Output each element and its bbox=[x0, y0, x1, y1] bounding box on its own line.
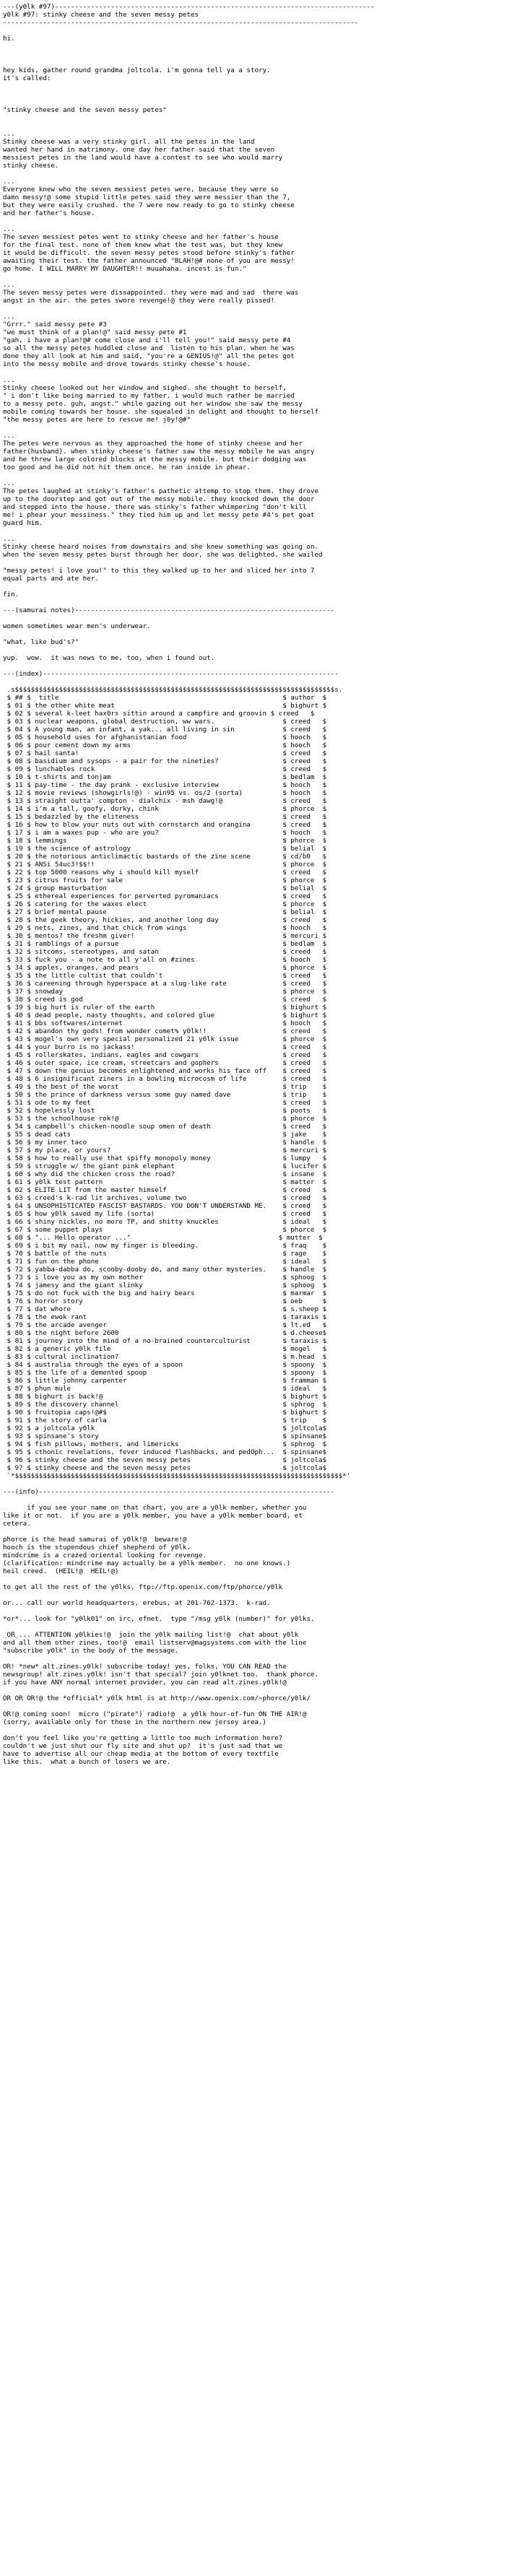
text-line: $ 79 $ the arcade avenger $ lt.ed $ bbox=[3, 1321, 327, 1329]
text-line bbox=[3, 559, 520, 567]
text-line bbox=[3, 1607, 520, 1615]
text-line: $ 03 $ nuclear weapons, global destruction, ww wars. $ creed $ bbox=[3, 718, 327, 726]
text-line: stinky cheese. bbox=[3, 162, 59, 170]
text-line: $ 22 $ top 5000 reasons why i should kill myself $ creed $ bbox=[3, 869, 327, 876]
text-line: yup. wow. it was news to me, too, when i found out. bbox=[3, 654, 215, 662]
text-line: "messy petes! i love you!" to this they walked up to her and sliced her into 7 bbox=[3, 567, 315, 575]
text-line bbox=[3, 614, 520, 622]
text-line: $ 72 $ yabba-dabba do, scooby-dooby do, and many other mysteries. $ handle $ bbox=[3, 1266, 327, 1274]
text-line: $ 34 $ apples, oranges, and pears $ phorce $ bbox=[3, 964, 327, 972]
text-line: $ 74 $ jamesy and the giant slinky $ sphoog $ bbox=[3, 1282, 327, 1289]
text-line: $ 42 $ abandon thy gods! from wonder comet% y0lk!! $ creed $ bbox=[3, 1027, 327, 1035]
text-line bbox=[3, 1480, 520, 1488]
text-line: guard him. bbox=[3, 519, 43, 527]
text-line: $ 06 $ pour cement down my arms $ hooch $ bbox=[3, 741, 327, 749]
text-line: $ 48 $ 6 insignificant ziners in a bowling microcosm of life $ creed $ bbox=[3, 1075, 327, 1083]
text-line: $ 20 $ the notorious anticlimactic bastards of the zine scene $ cd/b0 $ bbox=[3, 853, 327, 861]
text-line: $ 47 $ down the genius becomes enlightened and works his face off $ creed $ bbox=[3, 1067, 327, 1075]
text-line bbox=[3, 368, 520, 376]
text-line: Everyone knew who the seven messiest petes were, because they were so bbox=[3, 186, 279, 193]
text-line: $ 80 $ the night before 2600 $ d.cheese$ bbox=[3, 1329, 327, 1337]
text-line: "the messy petes are here to rescue me! j0y!@#" bbox=[3, 416, 191, 424]
text-line: heil creed. (HEIL!@ HEIL!@) bbox=[3, 1567, 119, 1575]
text-line bbox=[3, 58, 520, 66]
text-line: couldn't we just shut our fly site and shut up? it's just sad that we bbox=[3, 1742, 283, 1750]
text-line: $ 13 $ straight outta' compton - dialchix - msh dawg!@ $ creed $ bbox=[3, 797, 327, 805]
text-line: ... bbox=[3, 313, 15, 321]
text-line: ----------------------------------------------------------------------------------------- bbox=[3, 19, 359, 27]
text-line: $ 67 $ some puppet plays $ phorce $ bbox=[3, 1226, 327, 1234]
text-line: $ 62 $ ELITE LIT from the master himself $ creed $ bbox=[3, 1186, 327, 1194]
text-line: $ 53 $ the schoolhouse rok!@ $ phorce $ bbox=[3, 1115, 327, 1123]
text-line: The seven messy petes were dissappointed. they were mad and sad there was bbox=[3, 289, 299, 297]
text-line: it's called: bbox=[3, 74, 51, 82]
text-line: $ 09 $ lunchables rock $ creed $ bbox=[3, 765, 327, 773]
text-line bbox=[3, 90, 520, 98]
text-line: angst in the air. the petes swore revenge!@ they were really pissed! bbox=[3, 297, 275, 305]
text-line bbox=[3, 1528, 520, 1536]
text-line: $ 87 $ phun mule $ ideal $ bbox=[3, 1385, 327, 1393]
text-line: if you have ANY normal internet provider, you can read alt.zines.y0lk!@ bbox=[3, 1679, 287, 1687]
text-line: $ 23 $ citrus fruits for sale $ phorce $ bbox=[3, 876, 327, 884]
text-line: $ 56 $ my inner taco $ handle $ bbox=[3, 1139, 327, 1146]
text-line bbox=[3, 1687, 520, 1694]
text-line: $ 92 $ a joltcola y0lk $ joltcola$ bbox=[3, 1424, 327, 1432]
text-line bbox=[3, 424, 520, 432]
text-line: go home. I WILL MARRY MY DAUGHTER!! muuahaha. incest is fun." bbox=[3, 265, 247, 273]
text-line: $ 94 $ fish pillows, mothers, and limericks $ sphrog $ bbox=[3, 1440, 327, 1448]
text-line: $ 05 $ household uses for afghanistanian food $ hooch $ bbox=[3, 734, 327, 741]
text-line: $ 66 $ shiny nickles, no more TP, and shitty knuckles $ ideal $ bbox=[3, 1218, 327, 1226]
text-line: $ 19 $ the science of astrology $ belial $ bbox=[3, 845, 327, 853]
text-line bbox=[3, 1591, 520, 1599]
text-line: mobile coming towards her house. she squealed in delight and thought to herself bbox=[3, 408, 318, 416]
text-line bbox=[3, 527, 520, 535]
text-line: wanted her hand in matrimony. one day her father said that the seven bbox=[3, 146, 275, 154]
text-line: if you see your name on that chart, you are a y0lk member, whether you bbox=[3, 1504, 307, 1512]
text-line: hey kids, gather round grandma joltcola. i'm gonna tell ya a story. bbox=[3, 66, 271, 74]
text-line: $ 35 $ the little cultist that couldn't $ creed $ bbox=[3, 972, 327, 980]
text-line: $ 95 $ cthonic revelations, fever induced flashbacks, and pedOph... $ spinsane$ bbox=[3, 1448, 327, 1456]
text-line bbox=[3, 305, 520, 313]
text-line: $ 33 $ fuck you - a note to all y'all on #zines $ hooch $ bbox=[3, 956, 327, 964]
text-line: $ 27 $ brief mental pause $ belial $ bbox=[3, 908, 327, 916]
text-line bbox=[3, 98, 520, 106]
text-line: $ ## $ title $ author $ bbox=[3, 694, 327, 702]
text-line: ... bbox=[3, 479, 15, 487]
text-line: y0lk #97: stinky cheese and the seven messy petes bbox=[3, 11, 199, 19]
text-line bbox=[3, 82, 520, 90]
text-line: Stinky cheese heard noises from downstairs and she knew something was going on. bbox=[3, 543, 318, 551]
text-line: "we must think of a plan!@" said messy pete #1 bbox=[3, 328, 187, 336]
text-line: $ 63 $ creed's k-rad lit archives, volume two $ creed $ bbox=[3, 1194, 327, 1202]
text-line: fin. bbox=[3, 591, 20, 599]
text-line: $ 24 $ group masturbation $ belial $ bbox=[3, 884, 327, 892]
text-line: $ 02 $ several k-leet hax0rs sittin around a campfire and groovin $ creed $ bbox=[3, 710, 315, 718]
text-line: (sorry, available only for those in the northern new jersey area.) bbox=[3, 1718, 267, 1726]
text-line: don't you feel like you're getting a little too much information here? bbox=[3, 1734, 283, 1742]
text-line: equal parts and ate her. bbox=[3, 575, 99, 583]
text-line: $ 78 $ the ewok rant $ taraxis $ bbox=[3, 1313, 327, 1321]
text-line: $ 26 $ catering for the waxes elect $ phorce $ bbox=[3, 900, 327, 908]
text-line: awaiting their test. the father announced "BLAH!@# none of you are messy! bbox=[3, 257, 295, 265]
text-line: $ 49 $ the best of the worst $ trip $ bbox=[3, 1083, 327, 1091]
text-line bbox=[3, 630, 520, 638]
text-line: $ 90 $ fruitopia caps!@#$ $ bighurt $ bbox=[3, 1409, 327, 1417]
text-line bbox=[3, 662, 520, 670]
text-line: $ 41 $ bbs softwares/internet $ hooch $ bbox=[3, 1019, 327, 1027]
text-line: $ 30 $ mentos? the freshm giver! $ mercuri $ bbox=[3, 932, 327, 940]
text-line: or... call our world headquarters, erebus, at 201-762-1373. k-rad. bbox=[3, 1599, 271, 1607]
text-line: and all them other zines, too!@ email listserv@magsystems.com with the line bbox=[3, 1639, 307, 1647]
text-line: " i don't like being married to my father. i would much rather be married bbox=[3, 392, 295, 400]
text-line: .s$$$$$$$$$$$$$$$$$$$$$$$$$$$$$$$$$$$$$$$$$$$$$$$$$$$$$$$$$$$$$$$$$$$$$$$$$$$$$$$$s. bbox=[3, 686, 343, 694]
text-line bbox=[3, 1623, 520, 1631]
text-line: like it or not. if you are a y0lk member, you have a y0lk member board, et bbox=[3, 1512, 303, 1520]
text-line: $ 97 $ stinky cheese and the seven messy petes $ joltcola$ bbox=[3, 1464, 327, 1472]
text-line: Stinky cheese was a very stinky girl. all the petes in the land bbox=[3, 138, 255, 146]
text-line: $ 61 $ y0lk test pattern $ matter $ bbox=[3, 1178, 327, 1186]
text-line: $ 77 $ dat whore $ s.sheep $ bbox=[3, 1305, 327, 1313]
text-line bbox=[3, 114, 520, 122]
text-line: mindcrime is a crazed oriental looking for revenge. bbox=[3, 1552, 207, 1559]
text-line: hi. bbox=[3, 35, 15, 43]
text-line: $ 12 $ movie reviews (showgirls!@) - win95 vs. os/2 (sorta) $ hooch $ bbox=[3, 789, 327, 797]
text-line: $ 89 $ the discovery channel $ sphrog $ bbox=[3, 1401, 327, 1409]
text-line: $ 45 $ rollerskates, indians, eagles and cowgars $ creed $ bbox=[3, 1051, 327, 1059]
text-line: $ 38 $ creed is god $ creed $ bbox=[3, 996, 327, 1004]
text-line: $ 51 $ ode to my feet $ creed $ bbox=[3, 1099, 327, 1107]
text-line: The petes were nervous as they approached the home of stinky cheese and her bbox=[3, 440, 303, 448]
text-line: $ 44 $ your burro is no jackass! $ creed $ bbox=[3, 1043, 327, 1051]
text-line: The seven messiest petes went to stinky cheese and her father's house bbox=[3, 233, 279, 241]
text-line: $ 21 $ ANSi 54uc3!$$!! $ phorce $ bbox=[3, 861, 327, 869]
text-line: have to advertise all our cheap media at the bottom of every textfile bbox=[3, 1750, 279, 1758]
text-line: women sometimes wear men's underwear. bbox=[3, 622, 151, 630]
text-line: up to the doorstep and got out of the messy mobile. they knocked down the door bbox=[3, 495, 315, 503]
text-line: ... bbox=[3, 376, 15, 384]
text-line: $ 75 $ do not fuck with the big and hairy bears $ marmar $ bbox=[3, 1289, 327, 1297]
text-line: ---(samurai notes)----------------------------------------------------------------- bbox=[3, 606, 335, 614]
text-line: OR OR OR!@ the *official* y0lk html is at http://www.openix.com/~phorce/y0lk/ bbox=[3, 1694, 311, 1702]
text-line: $ 65 $ how y0lk saved my life (sorta) $ creed $ bbox=[3, 1210, 327, 1218]
text-line: $ 91 $ the story of carla $ trip $ bbox=[3, 1417, 327, 1424]
text-line: ... bbox=[3, 130, 15, 138]
text-line: $ 08 $ basidium and sysops - a pair for the nineties? $ creed $ bbox=[3, 757, 327, 765]
text-line: cetera. bbox=[3, 1520, 31, 1528]
text-line: $ 86 $ little johnny carpenter $ framman $ bbox=[3, 1377, 327, 1385]
text-line: $ 82 $ a generic y0lk file $ mogel $ bbox=[3, 1345, 327, 1353]
text-line: $ 29 $ nets, zines, and that chick from wings $ hooch $ bbox=[3, 924, 327, 932]
text-line: newsgroup! alt.zines.y0lk! isn't that special? join y0lknet too. thank phorce. bbox=[3, 1671, 318, 1679]
text-line: *or*... look for "y0lk01" on irc, efnet. type "/msg y0lk (number)" for y0lks. bbox=[3, 1615, 315, 1623]
text-line bbox=[3, 27, 520, 35]
text-line: to get all the rest of the y0lks, ftp://ftp.openix.com/ftp/phorce/y0lk bbox=[3, 1583, 283, 1591]
text-line: $ 57 $ my place, or yours? $ mercuri $ bbox=[3, 1146, 327, 1154]
text-line: `*$$$$$$$$$$$$$$$$$$$$$$$$$$$$$$$$$$$$$$$$$$$$$$$$$$$$$$$$$$$$$$$$$$$$$$$$$$$$$$$$$$*' bbox=[3, 1472, 351, 1480]
text-line: $ 07 $ hail santa! $ creed $ bbox=[3, 749, 327, 757]
text-line: $ 37 $ snowday $ phorce $ bbox=[3, 988, 327, 996]
text-line: $ 54 $ campbell's chicken-noodle soup omen of death $ creed $ bbox=[3, 1123, 327, 1131]
text-line: $ 76 $ horror story $ oeb $ bbox=[3, 1297, 327, 1305]
text-line bbox=[3, 1655, 520, 1663]
text-line: hooch is the stupendous chief shepherd of y0lk. bbox=[3, 1544, 191, 1552]
text-line: $ 58 $ how to really use that spiffy monopoly money $ lumpy $ bbox=[3, 1154, 327, 1162]
text-line: messiest petes in the land would have a contest to see who would marry bbox=[3, 154, 283, 162]
text-line: too good and he did not hit them once. he ran inside in phear. bbox=[3, 464, 251, 471]
text-line: $ 84 $ australia through the eyes of a spoon $ spoony $ bbox=[3, 1361, 327, 1369]
text-line: to a messy pete. guh, angst." while gazing out her window she saw the messy bbox=[3, 400, 303, 408]
text-line: "Grrr." said messy pete #3 bbox=[3, 321, 107, 328]
text-line: "stinky cheese and the seven messy petes" bbox=[3, 106, 167, 114]
text-line bbox=[3, 646, 520, 654]
text-line bbox=[3, 1575, 520, 1583]
text-line: ... bbox=[3, 281, 15, 289]
text-line bbox=[3, 599, 520, 606]
text-line: "gah, i have a plan!@# come close and i'll tell you!" said messy pete #4 bbox=[3, 336, 291, 344]
text-line bbox=[3, 273, 520, 281]
text-line: $ 52 $ hopelessly lost $ poots $ bbox=[3, 1107, 327, 1115]
text-line bbox=[3, 43, 520, 51]
text-line: $ 10 $ t-shirts and tonjam $ bedlam $ bbox=[3, 773, 327, 781]
text-line: $ 17 $ i am a waxes pup - who are you? $ hooch $ bbox=[3, 829, 327, 837]
text-line: into the messy mobile and drove towards stinky cheese's house. bbox=[3, 360, 251, 368]
text-line: ---(y0lk #97)-------------------------------------------------------------------------------- bbox=[3, 3, 375, 11]
text-line: $ 46 $ outer space, ice cream, streetcars and gophers $ creed $ bbox=[3, 1059, 327, 1067]
text-line: Stinky cheese looked out her window and sighed. she thought to herself, bbox=[3, 384, 287, 392]
text-line: $ 18 $ lemmings $ phorce $ bbox=[3, 837, 327, 845]
text-line: ... bbox=[3, 225, 15, 233]
text-line: "subscribe y0lk" in the body of the message. bbox=[3, 1647, 179, 1655]
text-line: $ 28 $ the geek theory, hickies, and another long day $ creed $ bbox=[3, 916, 327, 924]
text-line: $ 83 $ cultural inclination? $ m.head $ bbox=[3, 1353, 327, 1361]
text-line: $ 68 $ "... Hello operator ..." $ mutter $ bbox=[3, 1234, 323, 1242]
text-line: like this. what a bunch of losers we are. bbox=[3, 1758, 171, 1766]
text-line: $ 85 $ the life of a demented spoop $ spoony $ bbox=[3, 1369, 327, 1377]
text-line: $ 96 $ stinky cheese and the seven messy petes $ joltcola$ bbox=[3, 1456, 327, 1464]
text-line: $ 04 $ A young man, an infant, a yak... all living in sin $ creed $ bbox=[3, 726, 327, 734]
text-line: (clarification: mindcrime may actually be a y0lk member. no one knows.) bbox=[3, 1559, 291, 1567]
text-line: it would be difficult. the seven messy petes stood before stinky's father bbox=[3, 249, 295, 257]
text-line bbox=[3, 1726, 520, 1734]
text-line: for the final test. none of them knew what the test was, but they knew bbox=[3, 241, 283, 249]
text-line: so all the messy petes huddled close and listen to his plan. when he was bbox=[3, 344, 295, 352]
text-line: ... bbox=[3, 535, 15, 543]
text-line: phorce is the head samurai of y0lk!@ beware!@ bbox=[3, 1536, 187, 1544]
text-line bbox=[3, 678, 520, 686]
text-line: and stepped into the house. there was stinky's father whimpering "don't kill bbox=[3, 503, 307, 511]
text-line bbox=[3, 1702, 520, 1710]
text-line: and he threw large colored blocks at the messy mobile. but their dodging was bbox=[3, 456, 307, 464]
text-line: me! i phear your messiness." they tied him up and let messy pete #4's pet goat bbox=[3, 511, 315, 519]
text-line bbox=[3, 471, 520, 479]
text-line: $ 16 $ how to blow your nuts out with cornstarch and orangina $ creed $ bbox=[3, 821, 327, 829]
text-line: $ 64 $ UNSOPHISTICATED FASCIST BASTARDS. YOU DON'T UNDERSTAND ME. $ creed $ bbox=[3, 1202, 327, 1210]
text-line: but they were easily crushed. the 7 were now ready to go to stinky cheese bbox=[3, 201, 295, 209]
text-line: $ 32 $ sitcoms, stereotypes, and satan $ creed $ bbox=[3, 948, 327, 956]
text-line: ---(index)-------------------------------------------------------------------------- bbox=[3, 670, 339, 678]
text-line: $ 55 $ dead cats $ jake $ bbox=[3, 1131, 327, 1139]
text-line: when the seven messy petes burst through her door, she was delighted. she wailed bbox=[3, 551, 323, 559]
text-line: $ 31 $ ramblings of a pursue $ bedlam $ bbox=[3, 940, 327, 948]
text-line: $ 01 $ the other white meat $ bighurt $ bbox=[3, 702, 327, 710]
text-line: $ 15 $ bedazzled by the eliteness $ creed $ bbox=[3, 813, 327, 821]
text-line: $ 40 $ dead people, nasty thoughts, and colored glue $ bighurt $ bbox=[3, 1011, 327, 1019]
text-line: ... bbox=[3, 432, 15, 440]
text-line: $ 39 $ big hurt is ruler of the earth $ bighurt $ bbox=[3, 1004, 327, 1011]
text-line: $ 81 $ journey into the mind of a no-brained counterculturist $ taraxis $ bbox=[3, 1337, 327, 1345]
text-line: OR! *new* alt.zines.y0lk! subscribe today! yes, folks, YOU CAN READ the bbox=[3, 1663, 287, 1671]
text-line: $ 50 $ the prince of darkness versus some guy named dave $ trip $ bbox=[3, 1091, 327, 1099]
text-line: $ 14 $ i'm a tall, goofy, dorky, chink $ phorce $ bbox=[3, 805, 327, 813]
text-line: and her father's house. bbox=[3, 209, 95, 217]
text-line: $ 43 $ mogel's own very special personalized 21 y0lk issue $ phorce $ bbox=[3, 1035, 327, 1043]
text-line: ---(info)-------------------------------------------------------------------------- bbox=[3, 1488, 335, 1496]
text-line: _OR_... ATTENTION y0lkies!@ join the y0lk mailing list!@ chat about y0lk bbox=[3, 1631, 299, 1639]
text-line: $ 70 $ battle of the nuts $ rage $ bbox=[3, 1250, 327, 1258]
text-line: "what, like bud's?" bbox=[3, 638, 79, 646]
text-line: $ 36 $ careening through hyperspace at a slug-like rate $ creed $ bbox=[3, 980, 327, 988]
text-line: ... bbox=[3, 178, 15, 186]
text-line bbox=[3, 217, 520, 225]
text-line: The petes laughed at stinky's father's pathetic attemp to stop them. they drove bbox=[3, 487, 318, 495]
text-line: $ 88 $ bighurt is back!@ $ bighurt $ bbox=[3, 1393, 327, 1401]
text-line: damn messy!@ some stupid little petes said they were messier than the 7, bbox=[3, 193, 291, 201]
text-line bbox=[3, 1496, 520, 1504]
text-line bbox=[3, 51, 520, 58]
text-line: $ 73 $ i love you as my own mother $ sphoog $ bbox=[3, 1274, 327, 1282]
text-line: $ 60 $ why did the chicken cross the road? $ insane $ bbox=[3, 1170, 327, 1178]
text-line bbox=[3, 170, 520, 178]
text-line bbox=[3, 583, 520, 591]
text-line: $ 59 $ struggle w/ the giant pink elephant $ lucifer $ bbox=[3, 1162, 327, 1170]
text-line: done they all look at him and said, "you're a GENIUS!@" all the petes got bbox=[3, 352, 295, 360]
text-line: OR!@ coming soon! micro ("pirate") radio!@ a y0lk hour-of-fun ON THE AIR!@ bbox=[3, 1710, 307, 1718]
text-line: $ 69 $ i bit my nail, now my finger is bleeding. $ fraq $ bbox=[3, 1242, 327, 1250]
text-line: father(husband). when stinky cheese's father saw the messy mobile he was angry bbox=[3, 448, 315, 456]
text-line: $ 25 $ ethereal experiences for perverted pyromaniacs $ creed $ bbox=[3, 892, 327, 900]
text-line bbox=[3, 122, 520, 130]
text-line: $ 11 $ pay-time - the day prank - exclusive interview $ hooch $ bbox=[3, 781, 327, 789]
text-line: $ 93 $ spinsane's story $ spinsane$ bbox=[3, 1432, 327, 1440]
text-line: $ 71 $ fun on the phone $ ideal $ bbox=[3, 1258, 327, 1266]
